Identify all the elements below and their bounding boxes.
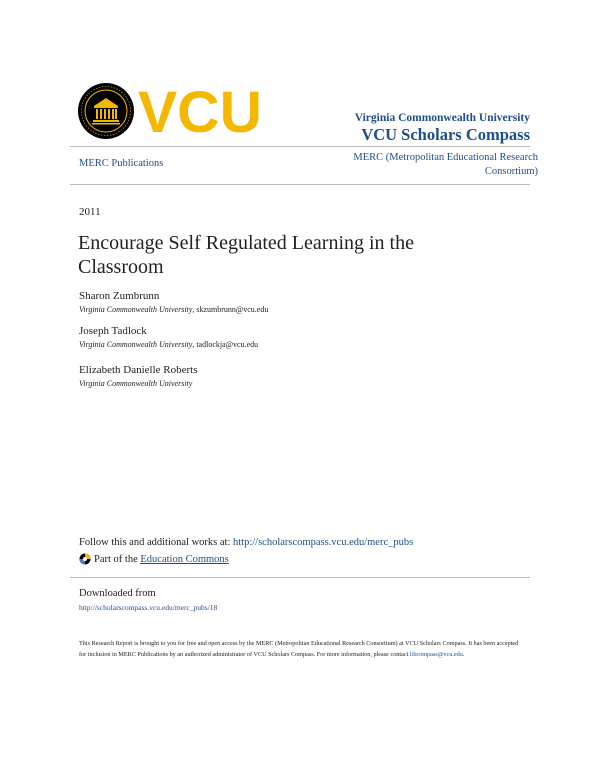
author-email: , skzumbrunn@vcu.edu: [192, 305, 269, 314]
part-of-label: Part of the: [94, 553, 138, 565]
affiliation-text: Virginia Commonwealth University: [79, 379, 193, 388]
contact-email-link[interactable]: libcompass@vcu.edu: [409, 651, 463, 658]
author-name: Sharon Zumbrunn: [79, 290, 160, 302]
author-email: , tadlockja@vcu.edu: [192, 340, 259, 349]
footer-divider: [70, 577, 530, 578]
title-line-2: Classroom: [78, 256, 164, 278]
access-notice: [79, 638, 524, 660]
publication-series-link[interactable]: MERC Publications: [79, 158, 164, 169]
header-divider-bottom: [70, 184, 530, 185]
publication-year: 2011: [79, 206, 101, 218]
notice-end: .: [462, 651, 465, 658]
follow-line: [79, 537, 413, 548]
document-title: [78, 231, 498, 279]
follow-label: Follow this and additional works at:: [79, 537, 233, 548]
consortium-link[interactable]: MERC (Metropolitan Educational Research Consortium): [353, 152, 538, 177]
affiliation-text: Virginia Commonwealth University: [79, 305, 193, 314]
author-name: Elizabeth Danielle Roberts: [79, 364, 198, 376]
collection-link[interactable]: http://scholarscompass.vcu.edu/merc_pubs: [233, 537, 414, 548]
repository-header: [355, 111, 530, 145]
commons-network-icon: [79, 553, 91, 565]
vcu-logo: [78, 82, 264, 140]
university-name[interactable]: Virginia Commonwealth University: [354, 112, 530, 124]
repository-name[interactable]: VCU Scholars Compass: [361, 125, 530, 144]
title-line-1: Encourage Self Regulated Learning in the: [78, 232, 414, 254]
author-affiliation: [79, 305, 268, 315]
downloaded-label: Downloaded from: [79, 588, 156, 599]
header-divider: [70, 146, 530, 147]
download-link[interactable]: http://scholarscompass.vcu.edu/merc_pubs/18: [79, 603, 218, 612]
author-name: Joseph Tadlock: [79, 325, 147, 337]
affiliation-text: Virginia Commonwealth University: [79, 340, 193, 349]
part-of-line: [79, 553, 229, 565]
education-commons-link[interactable]: Education Commons: [140, 553, 229, 565]
author-affiliation: [79, 340, 258, 350]
vcu-wordmark: VCU: [138, 82, 262, 140]
vcu-seal-icon: [78, 83, 134, 139]
notice-text: This Research Report is brought to you for free and open access by the MERC (Metropolitan Educational Research Consortium) at VCU Scholars Compass. It has been accepted for inclusion in MERC Publications by an authorized administrator of VCU Scholars Compass. For more information, please contact: [79, 640, 519, 658]
author-affiliation: [79, 379, 192, 389]
